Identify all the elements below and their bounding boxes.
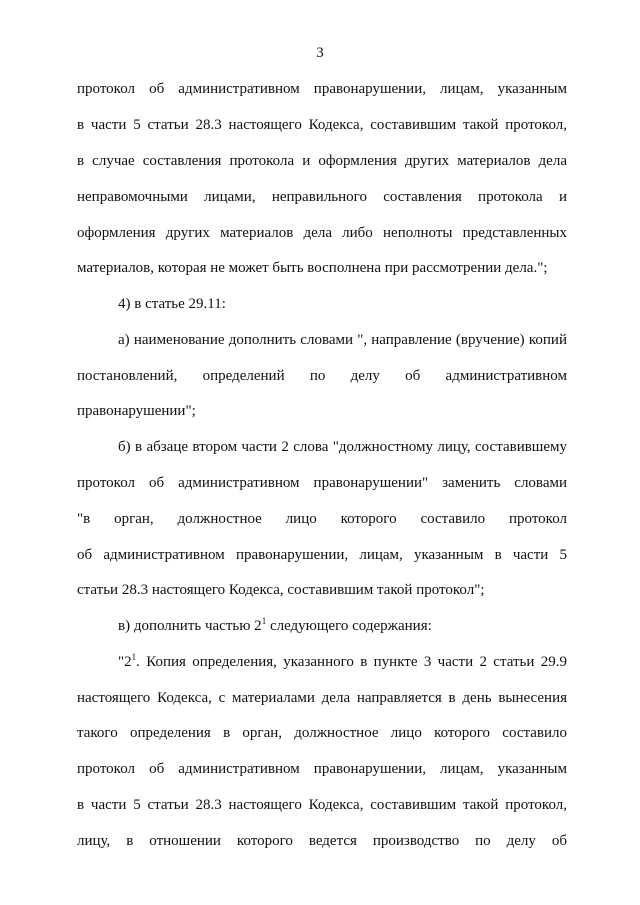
- text-line-with-superscript: [118, 652, 567, 672]
- superscript: 1: [261, 616, 267, 626]
- text-line: лицу, в отношении которого ведется производство по делу об: [77, 833, 567, 849]
- text-line-with-superscript: [118, 616, 567, 636]
- text-line: постановлений, определений по делу об административном: [77, 368, 567, 384]
- text-fragment: в) дополнить частью 2: [118, 618, 262, 634]
- text-line: в части 5 статьи 28.3 настоящего Кодекса, составившим такой протокол,: [77, 117, 567, 133]
- text-line: неправомочными лицами, неправильного составления протокола и: [77, 189, 567, 205]
- text-line: оформления других материалов дела либо неполноты представленных: [77, 225, 567, 241]
- text-line: протокол об административном правонарушении" заменить словами: [77, 475, 567, 491]
- text-fragment: следующего содержания:: [266, 618, 432, 634]
- text-line: настоящего Кодекса, с материалами дела направляется в день вынесения: [77, 690, 567, 706]
- list-item-heading: 4) в статье 29.11:: [118, 296, 226, 312]
- text-line: протокол об административном правонарушении, лицам, указанным: [77, 81, 567, 97]
- text-line: такого определения в орган, должностное лицо которого составило: [77, 725, 567, 741]
- text-line: протокол об административном правонарушении, лицам, указанным: [77, 761, 567, 777]
- text-fragment: . Копия определения, указанного в пункте 3 части 2 статьи 29.9: [136, 654, 567, 670]
- text-line: об административном правонарушении, лицам, указанным в части 5: [77, 547, 567, 563]
- text-fragment: "2: [118, 654, 132, 670]
- text-line: "в орган, должностное лицо которого составило протокол: [77, 511, 567, 527]
- text-line: статьи 28.3 настоящего Кодекса, составившим такой протокол";: [77, 582, 485, 598]
- text-line: б) в абзаце втором части 2 слова "должностному лицу, составившему: [118, 439, 567, 455]
- page-number: 3: [316, 45, 324, 61]
- text-line: в случае составления протокола и оформления других материалов дела: [77, 153, 567, 169]
- text-line: правонарушении";: [77, 403, 196, 419]
- text-line: в части 5 статьи 28.3 настоящего Кодекса, составившим такой протокол,: [77, 797, 567, 813]
- text-line: материалов, которая не может быть восполнена при рассмотрении дела.";: [77, 260, 548, 276]
- text-line: а) наименование дополнить словами ", направление (вручение) копий: [118, 332, 567, 348]
- superscript: 1: [131, 652, 137, 662]
